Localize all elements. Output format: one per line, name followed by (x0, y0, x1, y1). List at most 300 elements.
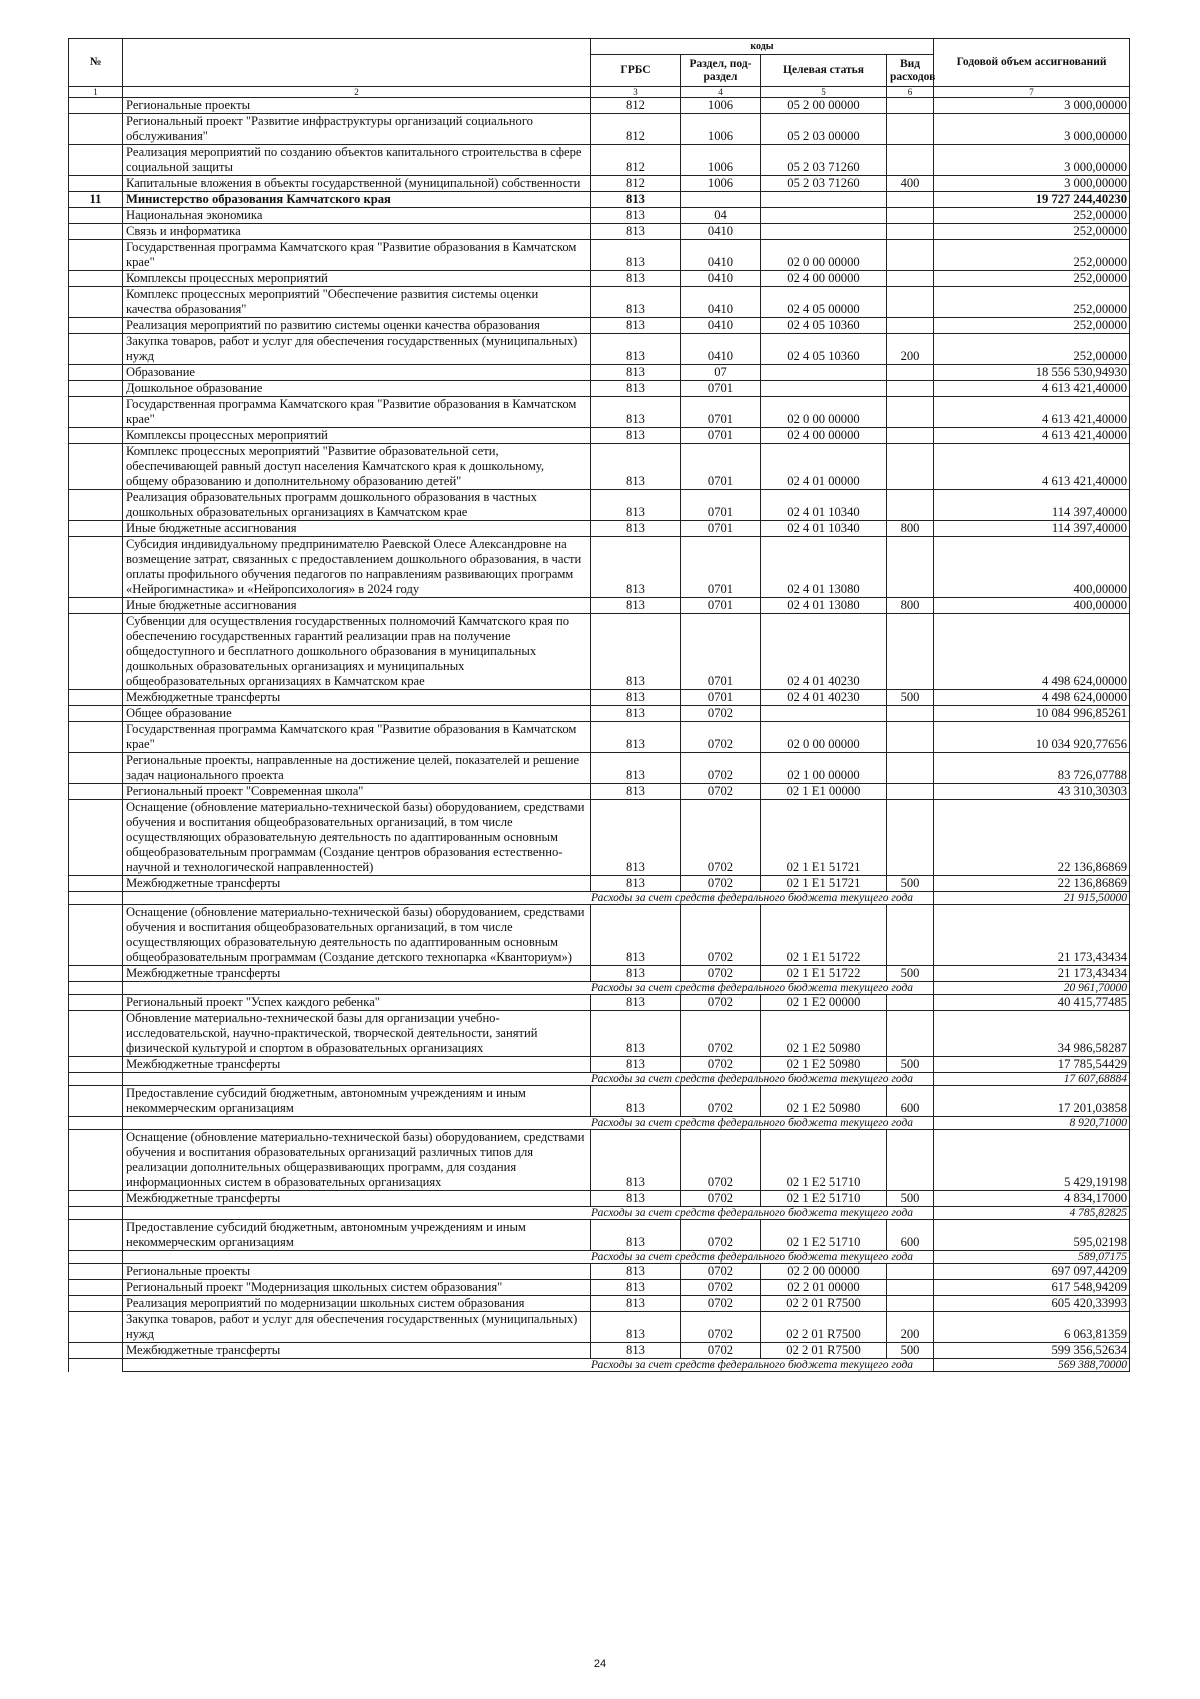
row-name: Предоставление субсидий бюджетным, автономным учреждениям и иным некоммерческим организациям (123, 1086, 591, 1117)
table-row (69, 240, 1130, 271)
section-cell: 0701 (681, 598, 761, 614)
section-cell: 0701 (681, 521, 761, 537)
section-cell: 0410 (681, 318, 761, 334)
amount-cell: 4 613 421,40000 (934, 428, 1130, 444)
expense-type-cell: 800 (887, 598, 934, 614)
section-cell: 0701 (681, 381, 761, 397)
table-row (69, 334, 1130, 365)
expense-type-cell (887, 995, 934, 1011)
page-number: 24 (593, 1658, 607, 1670)
amount-cell: 589,07175 (934, 1251, 1130, 1264)
expense-type-cell: 800 (887, 521, 934, 537)
section-cell: 0702 (681, 1343, 761, 1359)
amount-cell: 8 920,71000 (934, 1117, 1130, 1130)
row-name: Связь и информатика (123, 224, 591, 240)
table-row (69, 287, 1130, 318)
amount-cell: 20 961,70000 (934, 982, 1130, 995)
row-number (69, 176, 123, 192)
grbs-cell: 812 (591, 114, 681, 145)
table-row (69, 1011, 1130, 1057)
table-row (69, 784, 1130, 800)
column-index: 4 (681, 87, 761, 98)
target-article-cell (761, 706, 887, 722)
row-name: Общее образование (123, 706, 591, 722)
row-name: Межбюджетные трансферты (123, 1191, 591, 1207)
amount-cell: 252,00000 (934, 318, 1130, 334)
row-number (69, 982, 123, 995)
target-article-cell: 02 0 00 00000 (761, 397, 887, 428)
expense-type-cell (887, 381, 934, 397)
row-number (69, 428, 123, 444)
table-row (69, 1191, 1130, 1207)
section-cell (681, 192, 761, 208)
section-cell: 0701 (681, 537, 761, 598)
amount-cell: 21 915,50000 (934, 892, 1130, 905)
row-number (69, 784, 123, 800)
expense-type-cell (887, 365, 934, 381)
expense-type-cell (887, 271, 934, 287)
grbs-cell: 813 (591, 428, 681, 444)
row-number (69, 318, 123, 334)
table-row (69, 1280, 1130, 1296)
table-header (69, 39, 1130, 98)
row-name: Предоставление субсидий бюджетным, автономным учреждениям и иным некоммерческим организациям (123, 1220, 591, 1251)
row-name: Обновление материально-технической базы для организации учебно-исследовательской, научно-практической, творческой деятельности, занятий физической культурой и спортом в образовательных организациях (123, 1011, 591, 1057)
amount-cell: 4 613 421,40000 (934, 444, 1130, 490)
section-cell: 0702 (681, 800, 761, 876)
target-article-cell: 05 2 03 71260 (761, 176, 887, 192)
row-name: Региональные проекты, направленные на достижение целей, показателей и решение задач национального проекта (123, 753, 591, 784)
amount-cell: 617 548,94209 (934, 1280, 1130, 1296)
row-number (69, 114, 123, 145)
expense-type-cell (887, 428, 934, 444)
target-article-cell: 02 4 01 13080 (761, 537, 887, 598)
expense-type-cell (887, 905, 934, 966)
row-number (69, 537, 123, 598)
grbs-cell: 813 (591, 706, 681, 722)
column-index: 2 (123, 87, 591, 98)
grbs-cell: 813 (591, 690, 681, 706)
amount-cell: 10 034 920,77656 (934, 722, 1130, 753)
grbs-cell: 813 (591, 722, 681, 753)
expense-type-cell (887, 490, 934, 521)
table-row (69, 145, 1130, 176)
expense-type-cell (887, 753, 934, 784)
expense-type-cell (887, 1130, 934, 1191)
table-row (69, 722, 1130, 753)
grbs-cell: 813 (591, 1130, 681, 1191)
row-number (69, 1343, 123, 1359)
row-name: Оснащение (обновление материально-технической базы) оборудованием, средствами обучения и воспитания общеобразовательных организаций, в том числе осуществляющих образовательную деятельность по адаптированным основным общеобразовательным программам (Создание центров образования естественно-научной и технологической направленностей) (123, 800, 591, 876)
row-number (69, 444, 123, 490)
row-number (69, 905, 123, 966)
expense-type-cell: 500 (887, 690, 934, 706)
amount-cell: 17 785,54429 (934, 1057, 1130, 1073)
target-article-cell: 02 4 00 00000 (761, 271, 887, 287)
grbs-cell: 813 (591, 598, 681, 614)
header-name (123, 39, 591, 87)
row-number (69, 706, 123, 722)
row-number (69, 224, 123, 240)
expense-type-cell (887, 287, 934, 318)
grbs-cell: 813 (591, 876, 681, 892)
grbs-cell: 813 (591, 800, 681, 876)
amount-cell: 252,00000 (934, 208, 1130, 224)
grbs-cell: 812 (591, 98, 681, 114)
amount-cell: 21 173,43434 (934, 966, 1130, 982)
grbs-cell: 813 (591, 490, 681, 521)
target-article-cell: 02 4 05 10360 (761, 334, 887, 365)
table-body (69, 98, 1130, 1372)
amount-cell: 3 000,00000 (934, 98, 1130, 114)
table-row (69, 1264, 1130, 1280)
row-name: Субвенции для осуществления государственных полномочий Камчатского края по обеспечению государственных гарантий реализации прав на получение общедоступного и бесплатного дошкольного образования в муниципальных дошкольных образовательных организациях и муниципальных общеобразовательных организациях в Камчатском крае (123, 614, 591, 690)
table-row (69, 876, 1130, 892)
row-name: Межбюджетные трансферты (123, 1057, 591, 1073)
table-row (69, 428, 1130, 444)
section-cell: 0702 (681, 876, 761, 892)
row-name: Региональный проект "Модернизация школьных систем образования" (123, 1280, 591, 1296)
federal-budget-note-row (69, 982, 1130, 995)
expense-type-cell (887, 1296, 934, 1312)
target-article-cell (761, 192, 887, 208)
section-cell: 0702 (681, 966, 761, 982)
row-name: Государственная программа Камчатского края "Развитие образования в Камчатском крае" (123, 240, 591, 271)
row-number (69, 966, 123, 982)
amount-cell: 6 063,81359 (934, 1312, 1130, 1343)
expense-type-cell (887, 1011, 934, 1057)
amount-cell: 22 136,86869 (934, 876, 1130, 892)
grbs-cell: 813 (591, 1011, 681, 1057)
row-name: Комплекс процессных мероприятий "Развитие образовательной сети, обеспечивающей равный доступ населения Камчатского края к дошкольному, общему образованию и дополнительному образованию детей" (123, 444, 591, 490)
table-row (69, 114, 1130, 145)
amount-cell: 22 136,86869 (934, 800, 1130, 876)
target-article-cell: 02 1 Е1 51721 (761, 800, 887, 876)
expense-type-cell: 200 (887, 334, 934, 365)
expense-type-cell (887, 318, 934, 334)
row-name: Комплексы процессных мероприятий (123, 271, 591, 287)
row-number (69, 1117, 123, 1130)
target-article-cell: 02 2 00 00000 (761, 1264, 887, 1280)
row-name: Реализация мероприятий по развитию системы оценки качества образования (123, 318, 591, 334)
grbs-cell: 813 (591, 208, 681, 224)
row-number (69, 240, 123, 271)
target-article-cell: 02 1 Е2 51710 (761, 1130, 887, 1191)
header-number: № (69, 39, 123, 87)
column-index-row (69, 87, 1130, 98)
amount-cell: 4 785,82825 (934, 1207, 1130, 1220)
target-article-cell: 02 1 Е2 51710 (761, 1220, 887, 1251)
row-number (69, 1280, 123, 1296)
target-article-cell: 02 1 Е1 00000 (761, 784, 887, 800)
header-codes: коды (591, 39, 934, 55)
note-text: Расходы за счет средств федерального бюджета текущего года (123, 1073, 934, 1086)
table-row (69, 397, 1130, 428)
row-name: Иные бюджетные ассигнования (123, 598, 591, 614)
row-number (69, 995, 123, 1011)
row-number (69, 1086, 123, 1117)
expense-type-cell: 500 (887, 1191, 934, 1207)
row-name: Капитальные вложения в объекты государственной (муниципальной) собственности (123, 176, 591, 192)
column-index: 7 (934, 87, 1130, 98)
note-text: Расходы за счет средств федерального бюджета текущего года (123, 892, 934, 905)
target-article-cell (761, 208, 887, 224)
row-number (69, 397, 123, 428)
table-row (69, 224, 1130, 240)
row-number (69, 271, 123, 287)
grbs-cell: 813 (591, 753, 681, 784)
row-name: Дошкольное образование (123, 381, 591, 397)
row-name: Региональный проект "Современная школа" (123, 784, 591, 800)
expense-type-cell (887, 240, 934, 271)
row-number (69, 381, 123, 397)
expense-type-cell: 500 (887, 876, 934, 892)
table-row (69, 271, 1130, 287)
grbs-cell: 812 (591, 145, 681, 176)
amount-cell: 18 556 530,94930 (934, 365, 1130, 381)
amount-cell: 3 000,00000 (934, 114, 1130, 145)
amount-cell: 10 084 996,85261 (934, 706, 1130, 722)
target-article-cell: 02 2 01 R7500 (761, 1312, 887, 1343)
row-number (69, 1220, 123, 1251)
row-number (69, 287, 123, 318)
section-cell: 0702 (681, 1057, 761, 1073)
amount-cell: 599 356,52634 (934, 1343, 1130, 1359)
target-article-cell: 02 1 Е2 50980 (761, 1057, 887, 1073)
target-article-cell: 02 1 Е2 50980 (761, 1086, 887, 1117)
section-cell: 0702 (681, 995, 761, 1011)
federal-budget-note-row (69, 892, 1130, 905)
expense-type-cell (887, 145, 934, 176)
grbs-cell: 813 (591, 784, 681, 800)
row-number (69, 145, 123, 176)
grbs-cell: 812 (591, 176, 681, 192)
amount-cell: 83 726,07788 (934, 753, 1130, 784)
column-index: 6 (887, 87, 934, 98)
row-number (69, 1264, 123, 1280)
federal-budget-note-row (69, 1073, 1130, 1086)
section-cell: 0701 (681, 428, 761, 444)
section-cell: 0702 (681, 1011, 761, 1057)
table-row (69, 1343, 1130, 1359)
row-name: Реализация образовательных программ дошкольного образования в частных дошкольных образовательных организациях в Камчатском крае (123, 490, 591, 521)
section-cell: 0701 (681, 614, 761, 690)
grbs-cell: 813 (591, 905, 681, 966)
row-number (69, 1296, 123, 1312)
table-row (69, 365, 1130, 381)
row-name: Комплексы процессных мероприятий (123, 428, 591, 444)
column-index: 3 (591, 87, 681, 98)
expense-type-cell (887, 614, 934, 690)
grbs-cell: 813 (591, 537, 681, 598)
row-number (69, 1057, 123, 1073)
row-number (69, 1073, 123, 1086)
amount-cell: 595,02198 (934, 1220, 1130, 1251)
grbs-cell: 813 (591, 1296, 681, 1312)
section-cell: 0702 (681, 1220, 761, 1251)
row-number (69, 690, 123, 706)
row-number (69, 365, 123, 381)
target-article-cell: 02 0 00 00000 (761, 240, 887, 271)
column-index: 5 (761, 87, 887, 98)
amount-cell: 21 173,43434 (934, 905, 1130, 966)
target-article-cell: 02 4 00 00000 (761, 428, 887, 444)
grbs-cell: 813 (591, 1343, 681, 1359)
header-amount: Годовой объем ассигнований (934, 39, 1130, 87)
amount-cell: 252,00000 (934, 287, 1130, 318)
table-row (69, 800, 1130, 876)
target-article-cell: 02 1 Е2 50980 (761, 1011, 887, 1057)
grbs-cell: 813 (591, 365, 681, 381)
row-name: Закупка товаров, работ и услуг для обеспечения государственных (муниципальных) нужд (123, 334, 591, 365)
target-article-cell: 02 4 01 00000 (761, 444, 887, 490)
target-article-cell: 02 4 01 40230 (761, 614, 887, 690)
table-row (69, 753, 1130, 784)
amount-cell: 3 000,00000 (934, 176, 1130, 192)
row-number (69, 1011, 123, 1057)
section-cell: 0702 (681, 1130, 761, 1191)
grbs-cell: 813 (591, 1220, 681, 1251)
amount-cell: 114 397,40000 (934, 521, 1130, 537)
federal-budget-note-row (69, 1359, 1130, 1372)
table-row (69, 1312, 1130, 1343)
table-row (69, 521, 1130, 537)
target-article-cell: 02 2 01 R7500 (761, 1296, 887, 1312)
target-article-cell: 05 2 00 00000 (761, 98, 887, 114)
table-row (69, 1086, 1130, 1117)
section-cell: 0701 (681, 397, 761, 428)
expense-type-cell (887, 784, 934, 800)
section-cell: 04 (681, 208, 761, 224)
table-row (69, 444, 1130, 490)
amount-cell: 40 415,77485 (934, 995, 1130, 1011)
grbs-cell: 813 (591, 397, 681, 428)
row-name: Межбюджетные трансферты (123, 966, 591, 982)
section-cell: 0702 (681, 1264, 761, 1280)
row-number (69, 208, 123, 224)
row-number (69, 490, 123, 521)
amount-cell: 34 986,58287 (934, 1011, 1130, 1057)
row-number (69, 876, 123, 892)
target-article-cell: 02 4 01 10340 (761, 521, 887, 537)
table-row (69, 208, 1130, 224)
budget-table-page (68, 38, 1129, 1372)
row-number (69, 753, 123, 784)
section-cell: 0410 (681, 334, 761, 365)
target-article-cell: 02 4 01 40230 (761, 690, 887, 706)
row-name: Межбюджетные трансферты (123, 1343, 591, 1359)
table-row (69, 905, 1130, 966)
table-row (69, 966, 1130, 982)
target-article-cell: 02 1 00 00000 (761, 753, 887, 784)
row-name: Национальная экономика (123, 208, 591, 224)
table-row (69, 381, 1130, 397)
expense-type-cell (887, 800, 934, 876)
target-article-cell: 02 4 01 13080 (761, 598, 887, 614)
table-row (69, 537, 1130, 598)
amount-cell: 4 613 421,40000 (934, 381, 1130, 397)
row-name: Региональные проекты (123, 98, 591, 114)
section-cell: 0702 (681, 1296, 761, 1312)
amount-cell: 4 498 624,00000 (934, 690, 1130, 706)
federal-budget-note-row (69, 1117, 1130, 1130)
amount-cell: 400,00000 (934, 598, 1130, 614)
section-cell: 0701 (681, 690, 761, 706)
note-text: Расходы за счет средств федерального бюджета текущего года (123, 982, 934, 995)
expense-type-cell (887, 706, 934, 722)
expense-type-cell (887, 444, 934, 490)
amount-cell: 569 388,70000 (934, 1359, 1130, 1372)
expense-type-cell (887, 208, 934, 224)
note-text: Расходы за счет средств федерального бюджета текущего года (123, 1207, 934, 1220)
row-number (69, 1191, 123, 1207)
expense-type-cell: 400 (887, 176, 934, 192)
grbs-cell: 813 (591, 1086, 681, 1117)
amount-cell: 697 097,44209 (934, 1264, 1130, 1280)
target-article-cell: 02 2 01 00000 (761, 1280, 887, 1296)
federal-budget-note-row (69, 1251, 1130, 1264)
row-number (69, 722, 123, 753)
grbs-cell: 813 (591, 1057, 681, 1073)
target-article-cell: 02 1 Е2 51710 (761, 1191, 887, 1207)
federal-budget-note-row (69, 1207, 1130, 1220)
section-cell: 07 (681, 365, 761, 381)
expense-type-cell: 500 (887, 966, 934, 982)
expense-type-cell (887, 537, 934, 598)
table-row (69, 706, 1130, 722)
grbs-cell: 813 (591, 444, 681, 490)
row-number (69, 521, 123, 537)
row-number (69, 1359, 123, 1372)
amount-cell: 4 834,17000 (934, 1191, 1130, 1207)
row-number (69, 598, 123, 614)
row-number (69, 892, 123, 905)
table-row (69, 995, 1130, 1011)
row-name: Межбюджетные трансферты (123, 690, 591, 706)
target-article-cell (761, 224, 887, 240)
amount-cell: 605 420,33993 (934, 1296, 1130, 1312)
row-name: Государственная программа Камчатского края "Развитие образования в Камчатском крае" (123, 722, 591, 753)
amount-cell: 4 498 624,00000 (934, 614, 1130, 690)
expense-type-cell: 600 (887, 1220, 934, 1251)
table-row (69, 614, 1130, 690)
grbs-cell: 813 (591, 1312, 681, 1343)
row-name: Региональные проекты (123, 1264, 591, 1280)
expense-type-cell: 500 (887, 1343, 934, 1359)
table-row (69, 318, 1130, 334)
header-target-article: Целевая статья (761, 55, 887, 87)
section-cell: 1006 (681, 98, 761, 114)
row-number (69, 334, 123, 365)
table-row (69, 1130, 1130, 1191)
expense-type-cell: 200 (887, 1312, 934, 1343)
section-cell: 0410 (681, 240, 761, 271)
amount-cell: 3 000,00000 (934, 145, 1130, 176)
amount-cell: 252,00000 (934, 240, 1130, 271)
grbs-cell: 813 (591, 1264, 681, 1280)
row-number (69, 1207, 123, 1220)
note-text: Расходы за счет средств федерального бюджета текущего года (123, 1251, 934, 1264)
row-number (69, 614, 123, 690)
row-name: Комплекс процессных мероприятий "Обеспечение развития системы оценки качества образования" (123, 287, 591, 318)
section-cell: 0702 (681, 784, 761, 800)
section-cell: 0702 (681, 905, 761, 966)
target-article-cell: 02 1 Е1 51722 (761, 905, 887, 966)
amount-cell: 17 607,68884 (934, 1073, 1130, 1086)
row-name: Иные бюджетные ассигнования (123, 521, 591, 537)
section-cell: 1006 (681, 145, 761, 176)
section-cell: 0701 (681, 444, 761, 490)
